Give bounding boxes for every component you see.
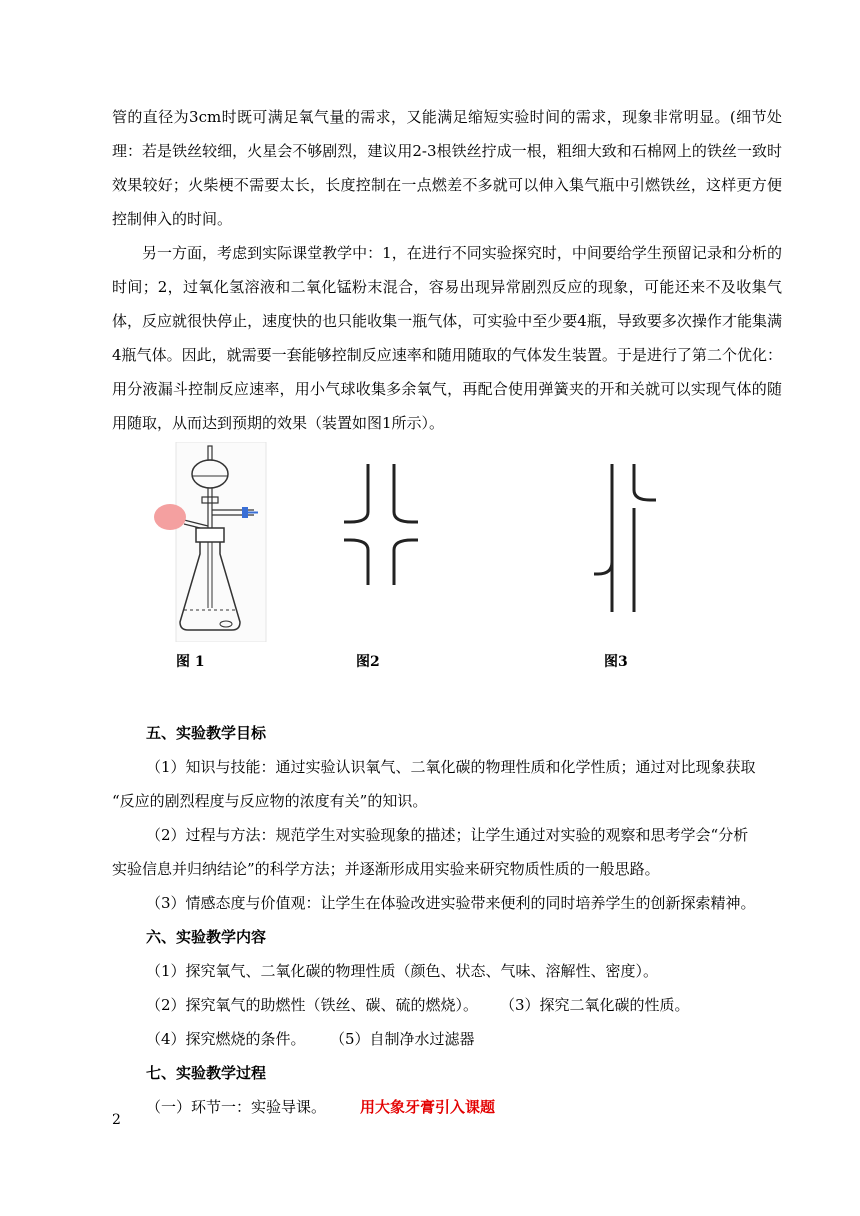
paragraph-second-optimization: 另一方面，考虑到实际课堂教学中：1，在进行不同实验探究时，中间要给学生预留记录和分析的时间；2，过氧化氢溶液和二氧化锰粉末混合，容易出现异常剧烈反应的现象，可能还来不及收集气体，反应就很快停止，速度快的也只能收集一瓶气体，可实验中至少要4瓶，导致要多次操作才能集满4瓶气体。因此，就需要一套能够控制反应速率和随用随取的气体发生装置。于是进行了第二个优化：用分液漏斗控制反应速率，用小气球收集多余氧气，再配合使用弹簧夹的开和关就可以实现气体的随用随取，从而达到预期的效果（装置如图1所示）。 (112, 244, 782, 432)
section-5-item-1-continued: “反应的剧烈程度与反应物的浓度有关”的知识。 (112, 792, 428, 810)
section-6-item-4: （4）探究燃烧的条件。 (146, 1030, 306, 1048)
figure-1-apparatus (150, 442, 270, 642)
section-5-item-2: （2）过程与方法：规范学生对实验现象的描述；让学生通过对实验的观察和思考学会“分析 (146, 826, 749, 844)
paragraph-tube-diameter: 管的直径为3cm时既可满足氧气量的需求，又能满足缩短实验时间的需求，现象非常明显。(细节处理：若是铁丝较细，火星会不够剧烈，建议用2-3根铁丝拧成一根，粗细大致和石棉网上的铁丝一致时效果较好；火柴梗不需要太长，长度控制在一点燃差不多就可以伸入集气瓶中引燃铁丝，这样更方便控制伸入的时间。 (112, 108, 782, 228)
section-6-heading: 六、实验教学内容 (146, 928, 267, 946)
section-6-item-2: （2）探究氧气的助燃性（铁丝、碳、硫的燃烧）。 (146, 996, 479, 1014)
section-5-item-1: （1）知识与技能：通过实验认识氧气、二氧化碳的物理性质和化学性质；通过对比现象获取 (146, 758, 756, 776)
figure-2-tube (342, 462, 422, 587)
page-number: 2 (112, 1112, 121, 1128)
section-7-step-1: （一）环节一：实验导课。 (146, 1098, 327, 1116)
section-6-item-1: （1）探究氧气、二氧化碳的物理性质（颜色、状态、气味、溶解性、密度）。 (146, 962, 659, 980)
section-5-item-3: （3）情感态度与价值观：让学生在体验改进实验带来便利的同时培养学生的创新探索精神。 (146, 894, 756, 912)
section-5-item-2-continued: 实验信息并归纳结论”的科学方法；并逐渐形成用实验来研究物质性质的一般思路。 (112, 860, 660, 878)
section-7-heading: 七、实验教学过程 (146, 1064, 267, 1082)
figure-1-caption: 图 1 (176, 654, 205, 670)
figure-3-caption: 图3 (604, 654, 628, 670)
balloon-icon (153, 502, 189, 532)
figure-3-tube (590, 462, 660, 622)
section-6-item-5: （5）自制净水过滤器 (330, 1030, 475, 1048)
figure-2-caption: 图2 (356, 654, 380, 670)
section-7-step-1-note: 用大象牙膏引入课题 (360, 1098, 496, 1116)
section-5-heading: 五、实验教学目标 (146, 724, 267, 742)
section-6-item-3: （3）探究二氧化碳的性质。 (500, 996, 690, 1014)
